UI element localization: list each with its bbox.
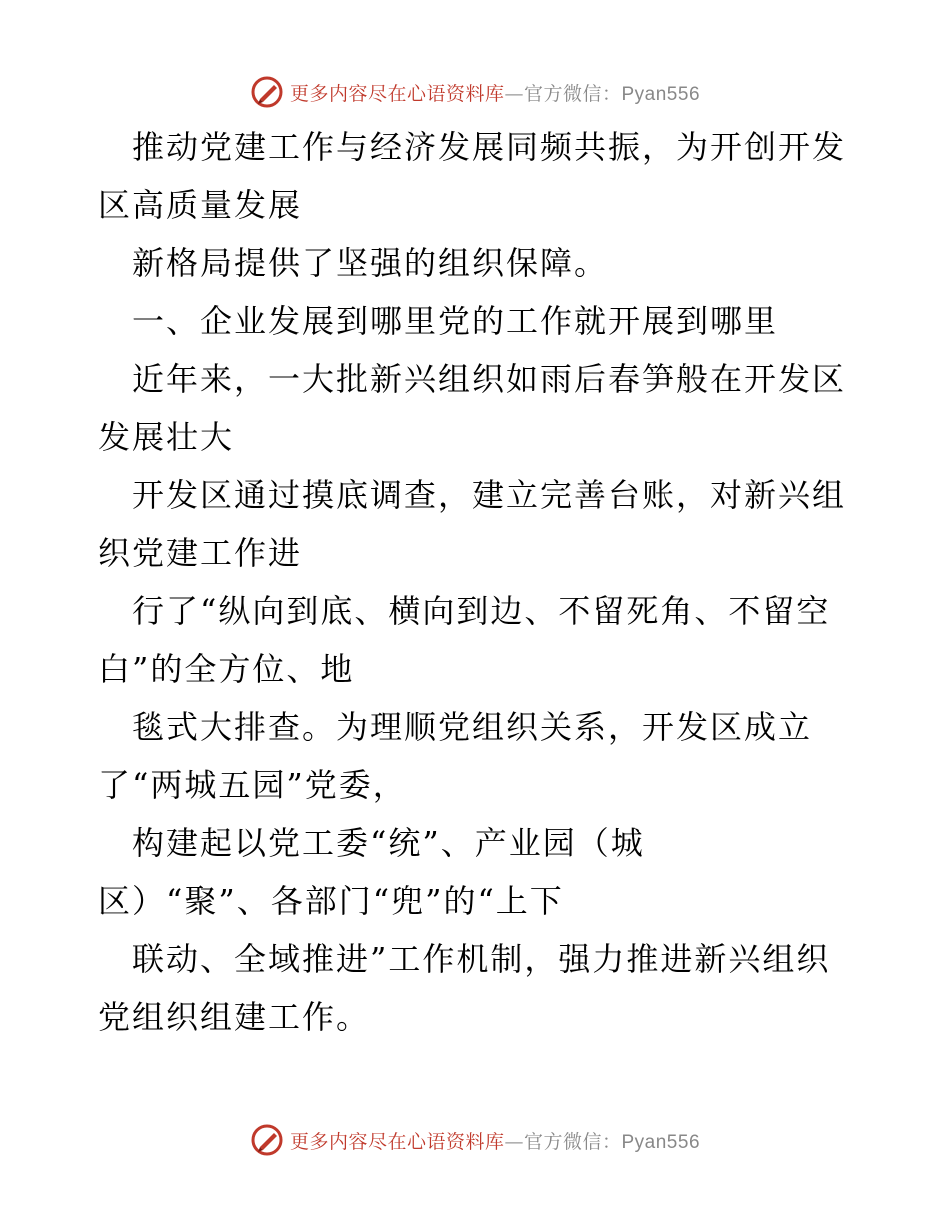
header-watermark [0, 72, 950, 112]
watermark-dash: — [504, 82, 524, 105]
paragraph: 行了“纵向到底、横向到边、不留死角、不留空 白”的全方位、地 [98, 592, 831, 688]
footer-watermark [0, 1120, 950, 1160]
paragraph: 近年来，一大批新兴组织如雨后春笋般在开发区 发展壮大 [98, 360, 847, 456]
paragraph: 一、企业发展到哪里党的工作就开展到哪里 [98, 302, 779, 340]
watermark-dash: — [504, 1130, 524, 1153]
watermark-contact: 官方微信：Pyan556 [524, 83, 701, 105]
watermark-contact: 官方微信：Pyan556 [524, 1131, 701, 1153]
pen-logo-icon [250, 75, 284, 109]
paragraph: 开发区通过摸底调查，建立完善台账，对新兴组 织党建工作进 [98, 476, 847, 572]
watermark-text [290, 79, 700, 106]
paragraph: 构建起以党工委“统”、产业园（城 区）“聚”、各部门“兜”的“上下 [98, 824, 645, 920]
paragraph: 毯式大排查。为理顺党组织关系，开发区成立 了“两城五园”党委， [98, 708, 813, 804]
document-body [98, 118, 858, 1046]
watermark-site: 更多内容尽在心语资料库 [289, 1130, 505, 1153]
paragraph: 新格局提供了坚强的组织保障。 [98, 244, 609, 282]
paragraph: 联动、全域推进”工作机制，强力推进新兴组织 党组织组建工作。 [98, 940, 831, 1036]
paragraph: 推动党建工作与经济发展同频共振，为开创开发 区高质量发展 [98, 128, 847, 224]
watermark-site: 更多内容尽在心语资料库 [289, 82, 505, 105]
watermark-text [290, 1127, 700, 1154]
pen-logo-icon [250, 1123, 284, 1157]
